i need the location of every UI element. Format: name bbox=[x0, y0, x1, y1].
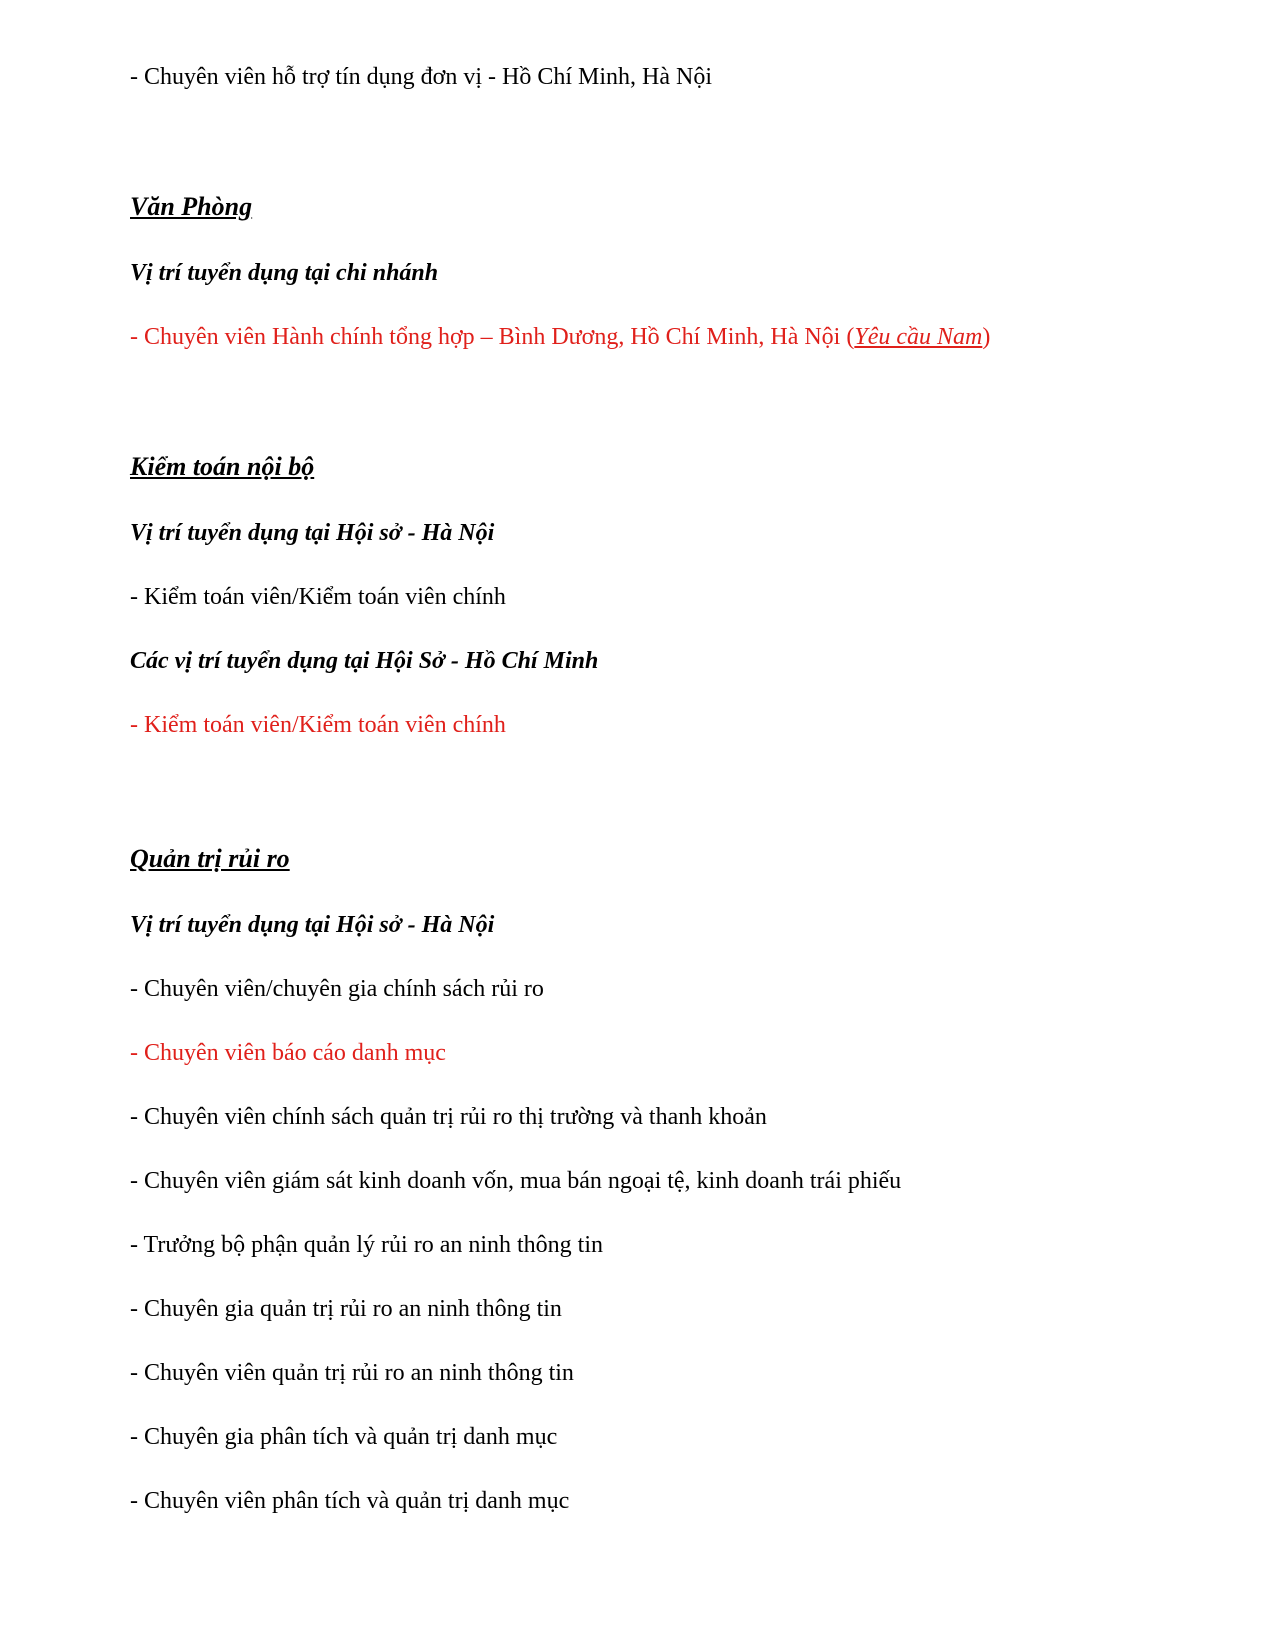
list-item: - Chuyên viên/chuyên gia chính sách rủi ro bbox=[130, 976, 544, 1002]
subheading-branch: Vị trí tuyển dụng tại chi nhánh bbox=[130, 260, 439, 286]
list-item: - Chuyên viên giám sát kinh doanh vốn, mua bán ngoại tệ, kinh doanh trái phiếu bbox=[130, 1168, 902, 1194]
list-item: - Chuyên gia quản trị rủi ro an ninh thông tin bbox=[130, 1296, 562, 1322]
list-item: - Kiểm toán viên/Kiểm toán viên chính bbox=[130, 712, 506, 738]
subheading-hcm: Các vị trí tuyển dụng tại Hội Sở - Hồ Chí Minh bbox=[130, 648, 599, 674]
item-note: Yêu cầu Nam bbox=[854, 324, 983, 350]
list-item: - Chuyên viên hỗ trợ tín dụng đơn vị - Hồ Chí Minh, Hà Nội bbox=[130, 64, 713, 90]
section-heading-quan-tri-rui-ro: Quản trị rủi ro bbox=[130, 844, 290, 873]
list-item: - Chuyên gia phân tích và quản trị danh mục bbox=[130, 1424, 558, 1450]
list-item bbox=[130, 322, 990, 352]
item-closing: ) bbox=[982, 324, 991, 350]
list-item: - Chuyên viên chính sách quản trị rủi ro thị trường và thanh khoản bbox=[130, 1104, 767, 1130]
section-heading-van-phong: Văn Phòng bbox=[130, 192, 253, 221]
list-item: - Trưởng bộ phận quản lý rủi ro an ninh thông tin bbox=[130, 1232, 604, 1258]
subheading-hanoi: Vị trí tuyển dụng tại Hội sở - Hà Nội bbox=[130, 912, 495, 938]
item-text: - Chuyên viên Hành chính tổng hợp – Bình Dương, Hồ Chí Minh, Hà Nội ( bbox=[130, 324, 855, 350]
list-item: - Kiểm toán viên/Kiểm toán viên chính bbox=[130, 584, 506, 610]
list-item: - Chuyên viên quản trị rủi ro an ninh thông tin bbox=[130, 1360, 574, 1386]
section-heading-kiem-toan: Kiểm toán nội bộ bbox=[130, 452, 315, 481]
list-item: - Chuyên viên báo cáo danh mục bbox=[130, 1040, 446, 1066]
subheading-hanoi: Vị trí tuyển dụng tại Hội sở - Hà Nội bbox=[130, 520, 495, 546]
list-item: - Chuyên viên phân tích và quản trị danh mục bbox=[130, 1488, 570, 1514]
